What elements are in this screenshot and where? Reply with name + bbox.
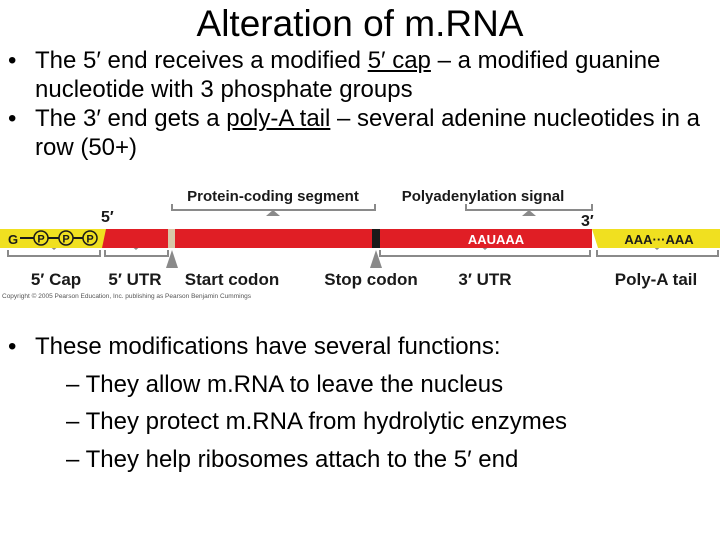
three-prime-label: 3′ bbox=[581, 213, 594, 230]
bullet-marker: • bbox=[8, 47, 17, 74]
polyadenylation-label: Polyadenylation signal bbox=[401, 188, 565, 205]
bullet-text: The 5′ end receives a modified bbox=[35, 47, 368, 74]
sub-bullet-enzymes: – They protect m.RNA from hydrolytic enzymes bbox=[66, 408, 568, 435]
poly-a-tail-label: Poly-A tail bbox=[614, 270, 698, 289]
bottom-bullet-list bbox=[6, 328, 706, 478]
slide-title: Alteration of m.RNA bbox=[196, 3, 524, 44]
protein-coding-label: Protein-coding segment bbox=[187, 188, 359, 205]
phosphate-group-3 bbox=[83, 231, 97, 246]
phosphate-label: P bbox=[86, 233, 94, 246]
phosphate-group-1 bbox=[34, 231, 48, 246]
bullet-marker: • bbox=[8, 105, 17, 132]
term-poly-a-tail: poly-A tail bbox=[226, 105, 331, 132]
bullet-text: – a modified guanine nucleotide with 3 phosphate groups bbox=[35, 47, 661, 103]
bracket-5-cap bbox=[8, 250, 100, 256]
bullet-text: The 3′ end gets a bbox=[35, 105, 227, 132]
bullet-marker: • bbox=[8, 333, 17, 360]
phosphate-label: P bbox=[62, 233, 70, 246]
bullet-5-cap bbox=[6, 46, 706, 104]
term-5-cap: 5′ cap bbox=[367, 47, 431, 74]
bracket-poly-a-tail bbox=[597, 250, 718, 256]
start-codon-block bbox=[168, 229, 175, 248]
bullet-text: – several adenine nucleotides in a row (50+) bbox=[35, 105, 700, 161]
bracket-3-utr bbox=[380, 250, 590, 256]
start-codon-label: Start codon bbox=[184, 270, 280, 289]
top-bullet-list bbox=[6, 46, 706, 162]
five-prime-label: 5′ bbox=[101, 209, 114, 226]
cap-g-label: G bbox=[8, 232, 19, 247]
tail-sequence: AAA···AAA bbox=[624, 232, 694, 247]
bracket-5-utr bbox=[105, 250, 168, 256]
five-utr-label: 5′ UTR bbox=[108, 270, 162, 289]
bullet-poly-a bbox=[6, 104, 706, 162]
three-utr-label: 3′ UTR bbox=[458, 270, 512, 289]
stop-codon-label: Stop codon bbox=[324, 270, 418, 289]
bullet-text: These modifications have several functions: bbox=[35, 333, 501, 360]
bullet-functions bbox=[6, 328, 706, 366]
copyright-notice: Copyright © 2005 Pearson Education, Inc. publishing as Pearson Benjamin Cummings bbox=[2, 293, 252, 300]
sub-bullet-nucleus: – They allow m.RNA to leave the nucleus bbox=[66, 370, 504, 398]
mrna-diagram bbox=[0, 182, 720, 302]
five-cap-label: 5′ Cap bbox=[30, 270, 82, 289]
phosphate-group-2 bbox=[59, 231, 73, 246]
sub-bullet-ribosomes: – They help ribosomes attach to the 5′ end bbox=[66, 445, 519, 473]
phosphate-label: P bbox=[37, 233, 45, 246]
signal-sequence: AAUAAA bbox=[467, 232, 525, 247]
stop-codon-block bbox=[372, 229, 380, 248]
